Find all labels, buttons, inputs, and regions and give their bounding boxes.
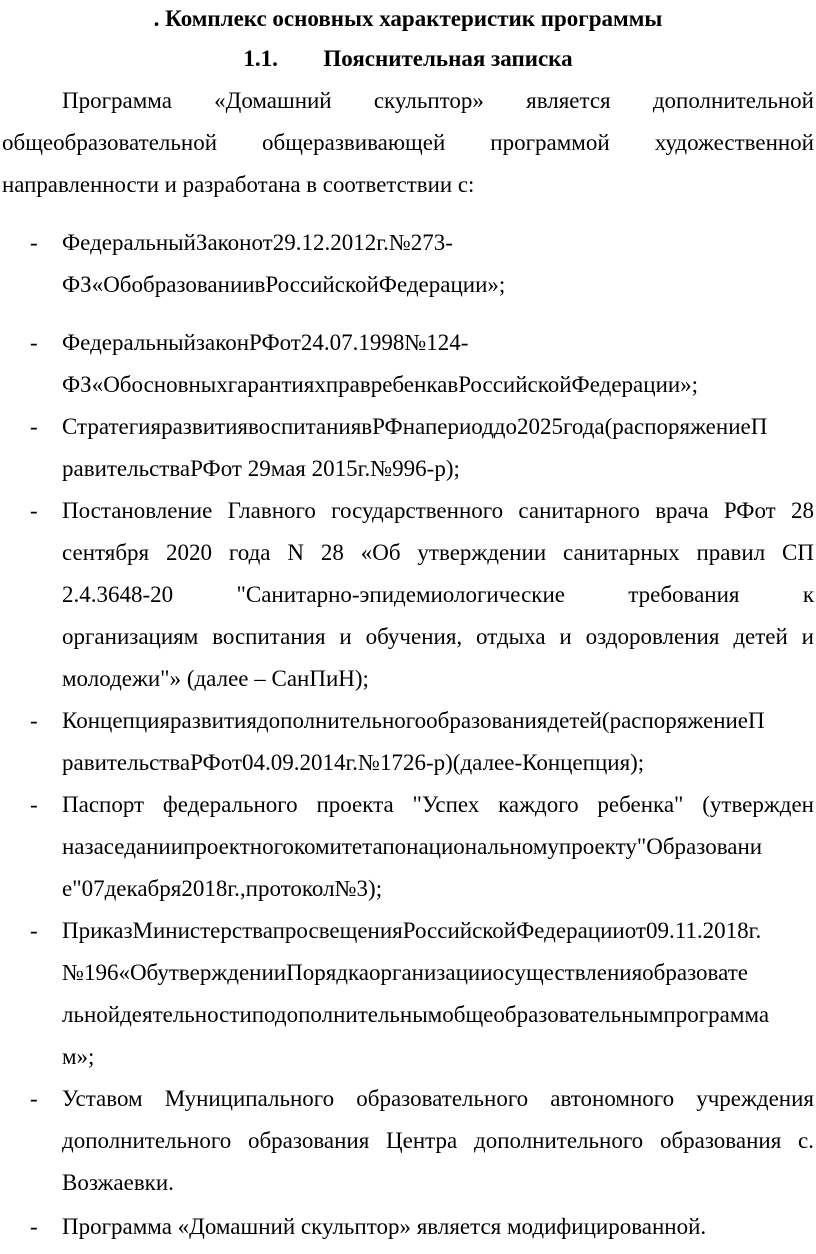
subsection-title: Пояснительная записка <box>323 46 573 71</box>
subsection-number: 1.1. <box>243 46 278 71</box>
list-dash: - <box>30 708 38 733</box>
list-dash: - <box>30 414 38 439</box>
list-dash: - <box>30 230 38 255</box>
list-dash: - <box>30 1086 38 1111</box>
list-dash: - <box>30 792 38 817</box>
list-dash: - <box>30 918 38 943</box>
list-dash: - <box>30 330 38 355</box>
list-dash: - <box>30 1214 38 1239</box>
document-page: . Комплекс основных характеристик программы 1.1. Пояснительная записка Программа «Домашний скульптор» является дополнительной общеобразовательной общеразвивающей программой художественной направленности и разработана в соответствии с: - ФедеральныйЗаконот29.12.2012г.№273- ФЗ«ОбобразованиивРоссийскойФедерации»; - ФедеральныйзаконРФот24.07.1998№124- ФЗ«ОбосновныхгарантияхправребенкавРоссийскойФедерации»; - СтратегияразвитиявоспитаниявРФнапериоддо2025года(распоряжениеП равительстваРФот 29мая 2015г.№996-р); - Постановление Главного государственного санитарного врача РФот 28 сентября 2020 года N 28 «Об утверждении санитарных правил СП 2.4.3648-20 "Санитарно-эпидемиологические требования к организациям воспитания и обучения, отдыха и оздоровления детей и молодежи"» (далее – СанПиН); - Концепцияразвитиядополнительногообразованиядетей(распоряжениеП равительстваРФот04.09.2014г.№1726-р)(далее-Концепция); - Паспорт федерального проекта "Успех каждого ребенка" (утвержден назаседаниипроектногокомитетапонациональномупроекту"Образовани е"07декабря2018г.,протокол№3); - ПриказМинистерствапросвещенияРоссийскойФедерацииот09.11.2018г. №196«ОбутвержденииПорядкаорганизацииосуществленияобразовате льнойдеятельностиподополнительнымобщеобразовательнымпрограмма м»; - Уставом Муниципального образовательного автономного учреждения дополнительного образования Центра дополнительного образования с. Возжаевки. - Программа «Домашний скульптор» является модифицированной. <box>0 0 816 1254</box>
list-dash: - <box>30 498 38 523</box>
section-title: . Комплекс основных характеристик программы <box>153 6 663 31</box>
subsection-heading <box>0 44 816 74</box>
